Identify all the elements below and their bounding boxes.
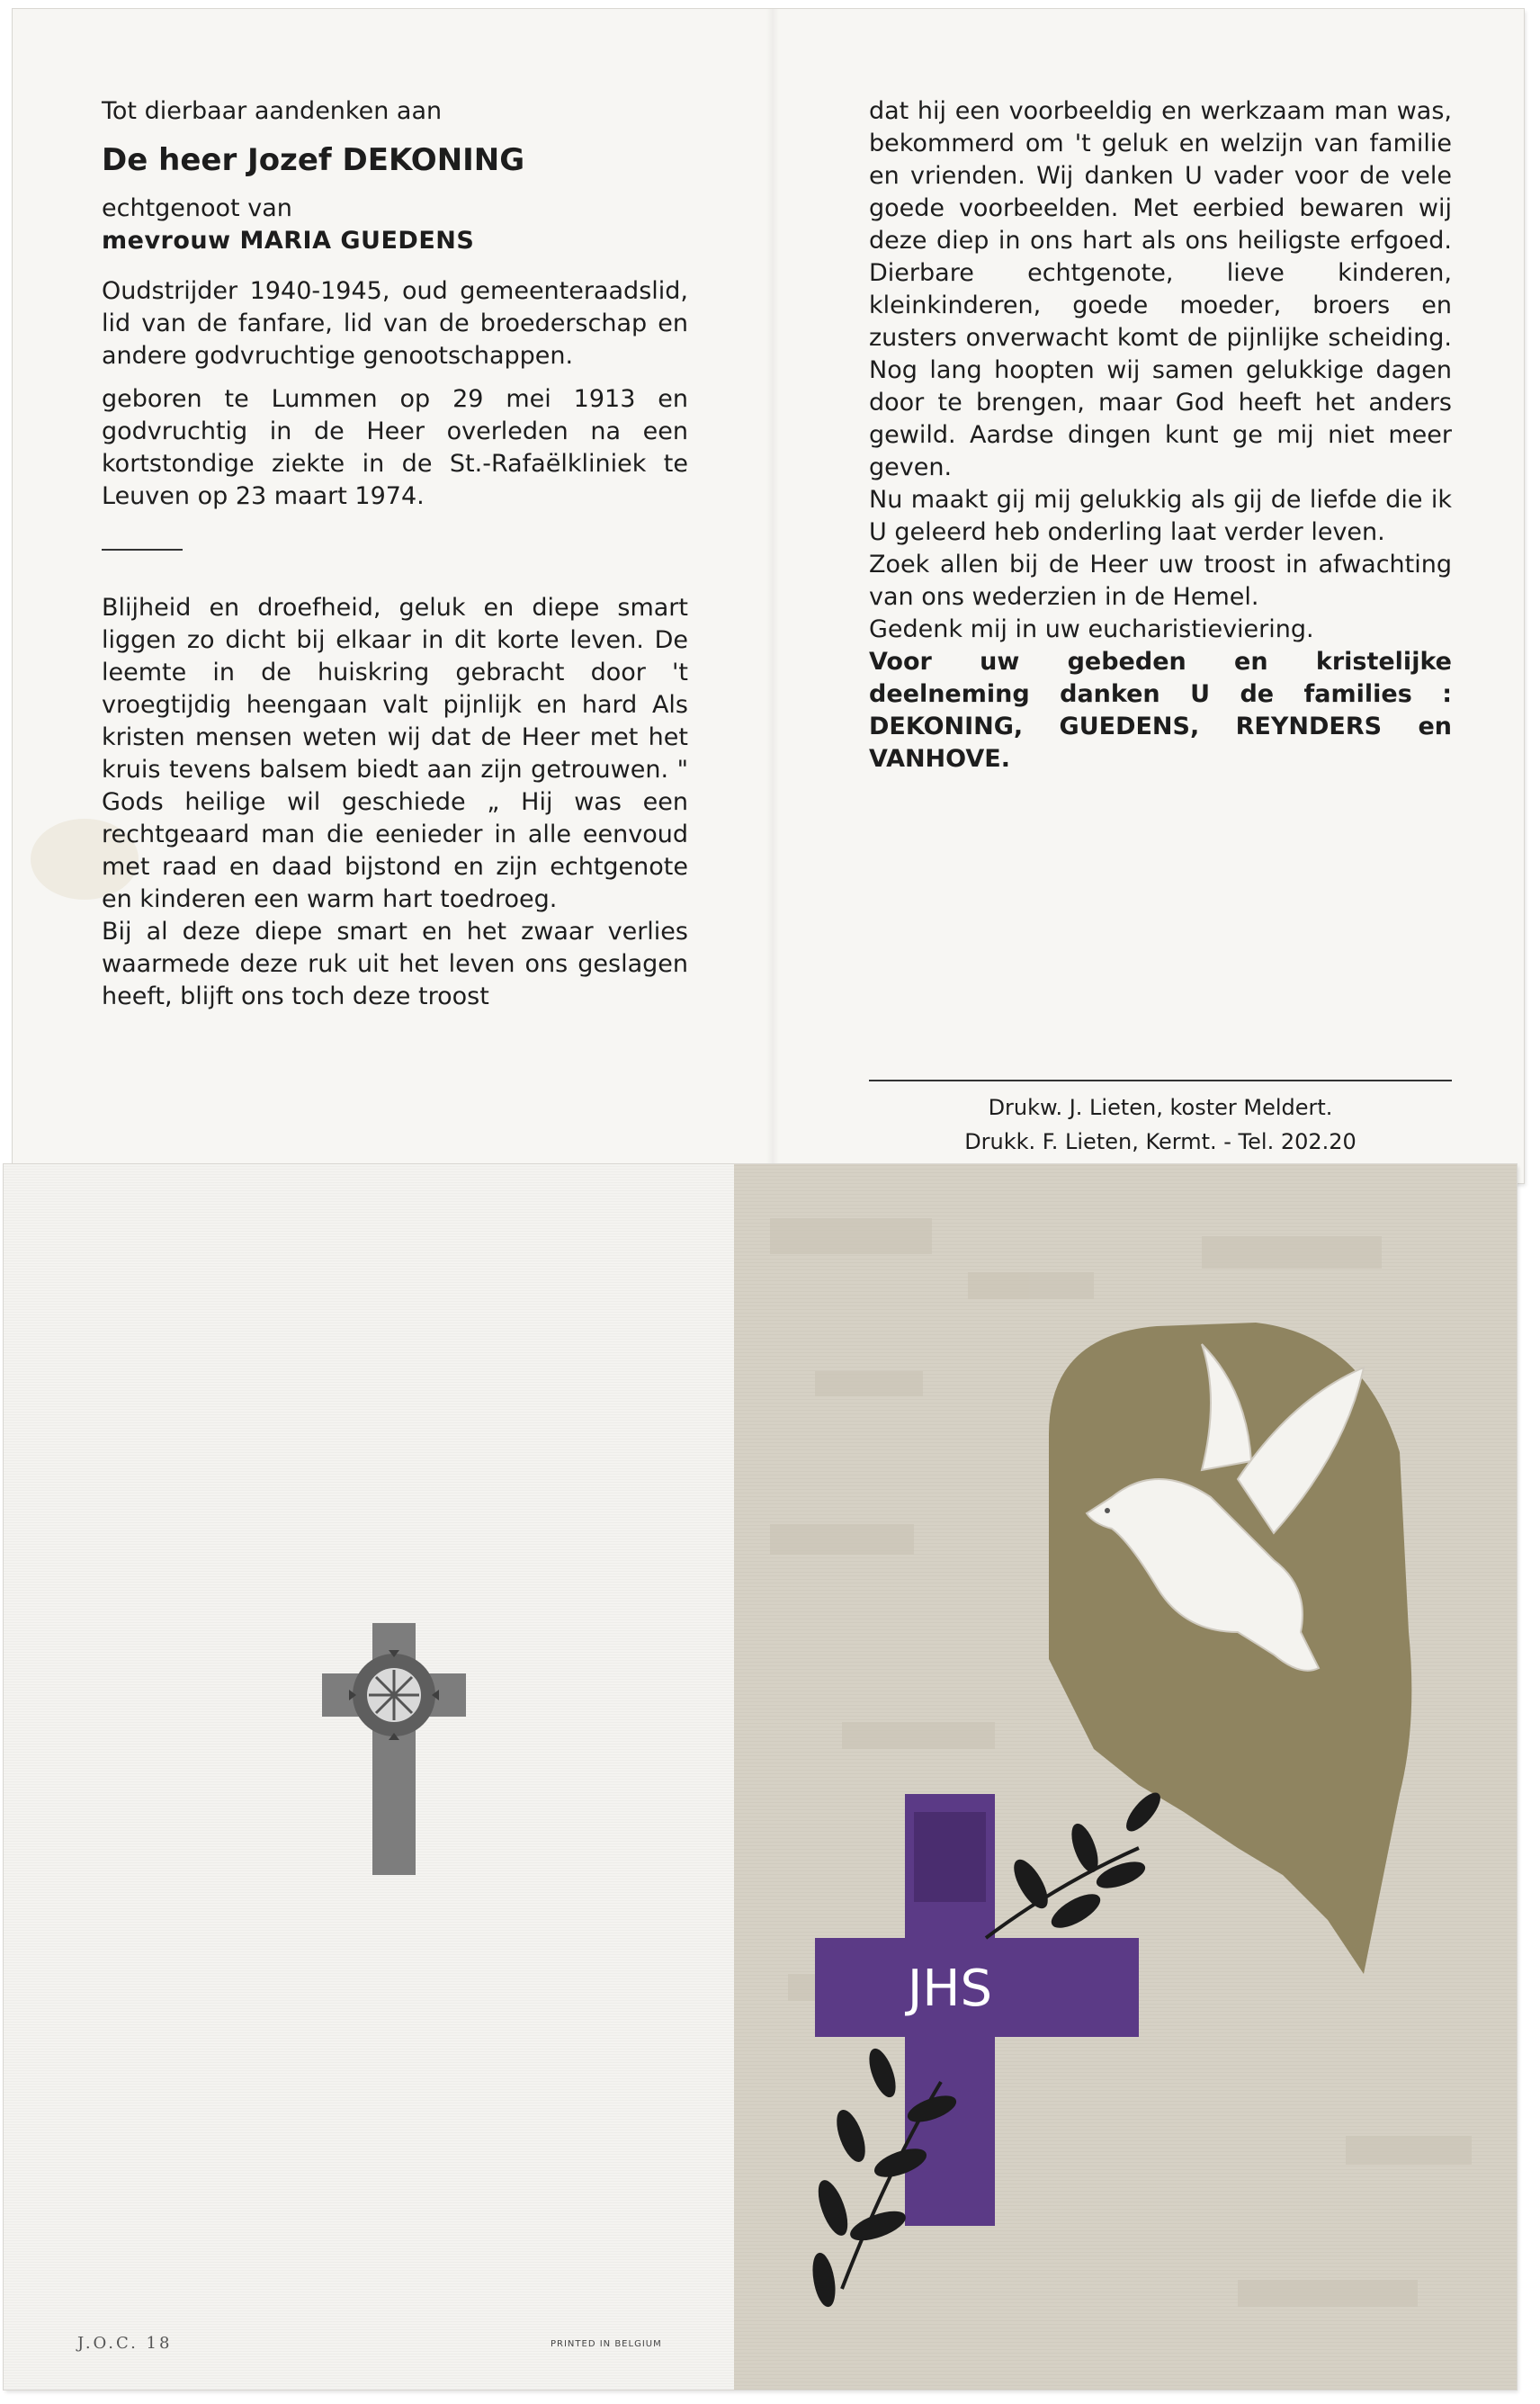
card-code: J.O.C. 18	[77, 2334, 173, 2353]
printer-line-2: Drukk. F. Lieten, Kermt. - Tel. 202.20	[964, 1129, 1356, 1154]
spouse-name: mevrouw MARIA GUEDENS	[102, 227, 475, 255]
cover-illustration	[734, 1164, 1517, 2390]
printer-divider	[869, 1080, 1452, 1081]
memorial-text-6: Gedenk mij in uw eucharistieviering.	[869, 615, 1314, 643]
olive-branch-icon	[986, 1789, 1165, 1938]
memorial-text-1: Blijheid en droefheid, geluk en diepe smart liggen zo dicht bij elkaar in dit korte leven. De leemte in de huiskring gebracht door 't vroegtijdig heengaan valt pijnlijk en hard Als kristen mensen weten wij dat de Heer met het kruis tevens balsem biedt aan zijn getrouwen. " Gods heilige wil geschiede „ Hij was een rechtgeaard man die eenieder in alle eenvoud met raad en daad bijstond en zijn echtgenote en kinderen een warm hart toedroeg.	[102, 594, 688, 913]
back-panel	[4, 1164, 734, 2390]
spouse-intro: echtgenoot van	[102, 194, 292, 222]
printer-line-1: Drukw. J. Lieten, koster Meldert.	[988, 1095, 1333, 1120]
printer-info	[869, 1090, 1452, 1159]
memorial-text-4: Nu maakt gij mij gelukkig als gij de liefde die ik U geleerd heb onderling laat verder leven.	[869, 486, 1452, 546]
divider	[102, 549, 183, 551]
printed-in-label: PRINTED IN BELGIUM	[551, 2339, 662, 2349]
memorial-text-5: Zoek allen bij de Heer uw troost in afwachting van ons wederzien in de Hemel.	[869, 551, 1452, 611]
center-fold	[766, 9, 779, 1183]
inner-card	[13, 9, 1524, 1183]
right-column	[869, 95, 1452, 776]
memorial-text-2: Bij al deze diepe smart en het zwaar verlies waarmede deze ruk uit het leven ons geslagen heeft, blijft ons toch deze troost	[102, 918, 688, 1010]
outer-card	[4, 1164, 1517, 2390]
deceased-name: De heer Jozef DEKONING	[102, 142, 525, 178]
memorial-text-3: dat hij een voorbeeldig en werkzaam man was, bekommerd om 't geluk en welzijn van familie en vrienden. Wij danken U vader voor de vele goede voorbeelden. Met eerbied bewaren wij deze diep in ons hart als ons heiligste erfgoed. Dierbare echtgenote, lieve kinderen, kleinkinderen, goede moeder, broers en zusters onverwacht komt de pijnlijke scheiding. Nog lang hoopten wij samen gelukkige dagen door te brengen, maar God heeft het anders gewild. Aardse dingen kunt ge mij niet meer geven.	[869, 97, 1452, 481]
birth-death-paragraph: geboren te Lummen op 29 mei 1913 en godvruchtig in de Heer overleden na een kortstondige ziekte in de St.-Rafaëlkliniek te Leuven op 23 maart 1974.	[102, 385, 688, 510]
family-thanks: Voor uw gebeden en kristelijke deelneming danken U de families : DEKONING, GUEDENS, REYNDERS en VANHOVE.	[869, 648, 1452, 773]
small-cross-icon	[313, 1614, 475, 1884]
front-cover	[734, 1164, 1517, 2390]
intro-line: Tot dierbaar aandenken aan	[102, 97, 443, 125]
cross-monogram: JHS	[907, 1960, 993, 2018]
left-column	[102, 95, 688, 1013]
bio-paragraph: Oudstrijder 1940-1945, oud gemeenteraadslid, lid van de fanfare, lid van de broederschap en andere godvruchtige genootschappen.	[102, 277, 688, 370]
